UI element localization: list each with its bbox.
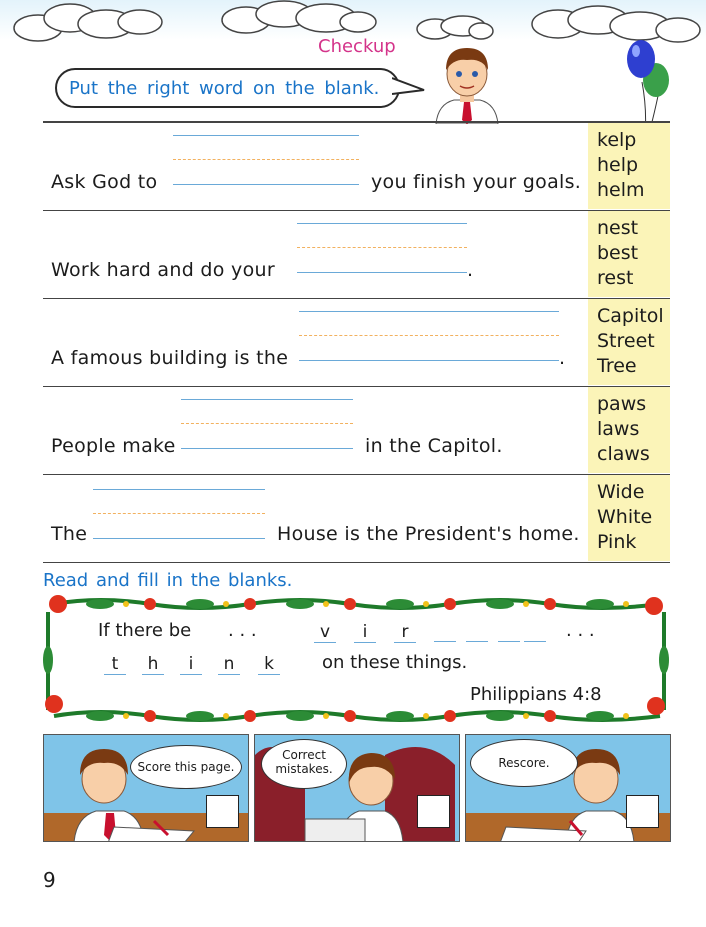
letter-blank[interactable]: [434, 622, 456, 642]
section-title: Read and fill in the blanks.: [43, 570, 293, 591]
thought-text: Score this page.: [137, 760, 235, 774]
letter-blank[interactable]: n: [218, 654, 240, 675]
letter-blank[interactable]: t: [104, 654, 126, 675]
word-choice: White: [597, 506, 653, 528]
exercise-suffix: you finish your goals.: [371, 171, 582, 193]
letter-blank[interactable]: v: [314, 622, 336, 643]
instruction-bubble: [55, 68, 400, 108]
page-title: Checkup: [318, 36, 396, 57]
page-number: 9: [43, 868, 56, 892]
word-choice: Wide: [597, 481, 645, 503]
word-choice: nest: [597, 217, 639, 239]
letter-blank[interactable]: [498, 622, 520, 642]
answer-blank[interactable]: [93, 489, 265, 539]
exercise-prompt: The: [51, 523, 88, 545]
letter-blank[interactable]: i: [180, 654, 202, 675]
verse-line2-end: on these things.: [322, 652, 468, 673]
verse-box: [46, 598, 670, 723]
exercise-prompt: Ask God to: [51, 171, 158, 193]
letter-blank[interactable]: r: [394, 622, 416, 643]
word-choice: laws: [597, 418, 640, 440]
word-choice: Tree: [597, 355, 637, 377]
exercise-suffix: .: [467, 259, 474, 281]
thought-bubble: [130, 745, 242, 789]
word-choices: [588, 299, 670, 385]
exercise-prompt: Work hard and do your: [51, 259, 275, 281]
score-checkbox[interactable]: [206, 795, 239, 828]
answer-blank[interactable]: [181, 399, 353, 449]
instruction-text: Put the right word on the blank.: [69, 78, 380, 99]
letter-blank[interactable]: [524, 622, 546, 642]
verse-line1-start: If there be: [98, 620, 192, 641]
answer-blank[interactable]: [299, 311, 559, 361]
exercise-prompt: A famous building is the: [51, 347, 289, 369]
exercise-suffix: House is the President's home.: [277, 523, 580, 545]
word-choices: [588, 211, 670, 297]
word-choices: [588, 123, 670, 209]
word-choices: [588, 475, 670, 561]
letter-blank[interactable]: i: [354, 622, 376, 643]
word-choice: claws: [597, 443, 650, 465]
word-choice: Street: [597, 330, 655, 352]
answer-blank[interactable]: [173, 135, 359, 185]
cloud-icon: [8, 2, 168, 46]
cloud-icon: [415, 14, 495, 42]
comic-panel-score: [43, 734, 249, 842]
ellipsis: . . .: [228, 620, 257, 641]
word-choice: best: [597, 242, 639, 264]
exercise-suffix: .: [559, 347, 566, 369]
exercise-suffix: in the Capitol.: [365, 435, 503, 457]
thought-text: Correct mistakes.: [275, 748, 333, 776]
exercise-row: [43, 123, 670, 211]
word-choice: Capitol: [597, 305, 664, 327]
exercise-row: [43, 211, 670, 299]
word-choice: paws: [597, 393, 647, 415]
comic-panel-rescore: [465, 734, 671, 842]
word-choice: helm: [597, 179, 645, 201]
thought-bubble: [261, 739, 347, 789]
word-choice: rest: [597, 267, 634, 289]
boy-character-icon: [432, 40, 502, 124]
letter-blank[interactable]: k: [258, 654, 280, 675]
word-choices: [588, 387, 670, 473]
score-checkbox[interactable]: [417, 795, 450, 828]
cloud-icon: [218, 0, 378, 40]
exercise-row: [43, 387, 670, 475]
thought-text: Rescore.: [498, 756, 550, 770]
word-choice: kelp: [597, 129, 637, 151]
cloud-icon: [528, 4, 704, 50]
ellipsis: . . .: [566, 620, 595, 641]
letter-blank[interactable]: [466, 622, 488, 642]
exercise-row: [43, 475, 670, 563]
speech-tail-icon: [392, 76, 426, 98]
exercise-prompt: People make: [51, 435, 176, 457]
verse-reference: Philippians 4:8: [470, 684, 602, 705]
thought-bubble: [470, 739, 578, 787]
word-choice: Pink: [597, 531, 637, 553]
letter-blank[interactable]: h: [142, 654, 164, 675]
word-choice: help: [597, 154, 639, 176]
score-checkbox[interactable]: [626, 795, 659, 828]
exercise-row: [43, 299, 670, 387]
comic-panel-correct: [254, 734, 460, 842]
answer-blank[interactable]: [297, 223, 467, 273]
